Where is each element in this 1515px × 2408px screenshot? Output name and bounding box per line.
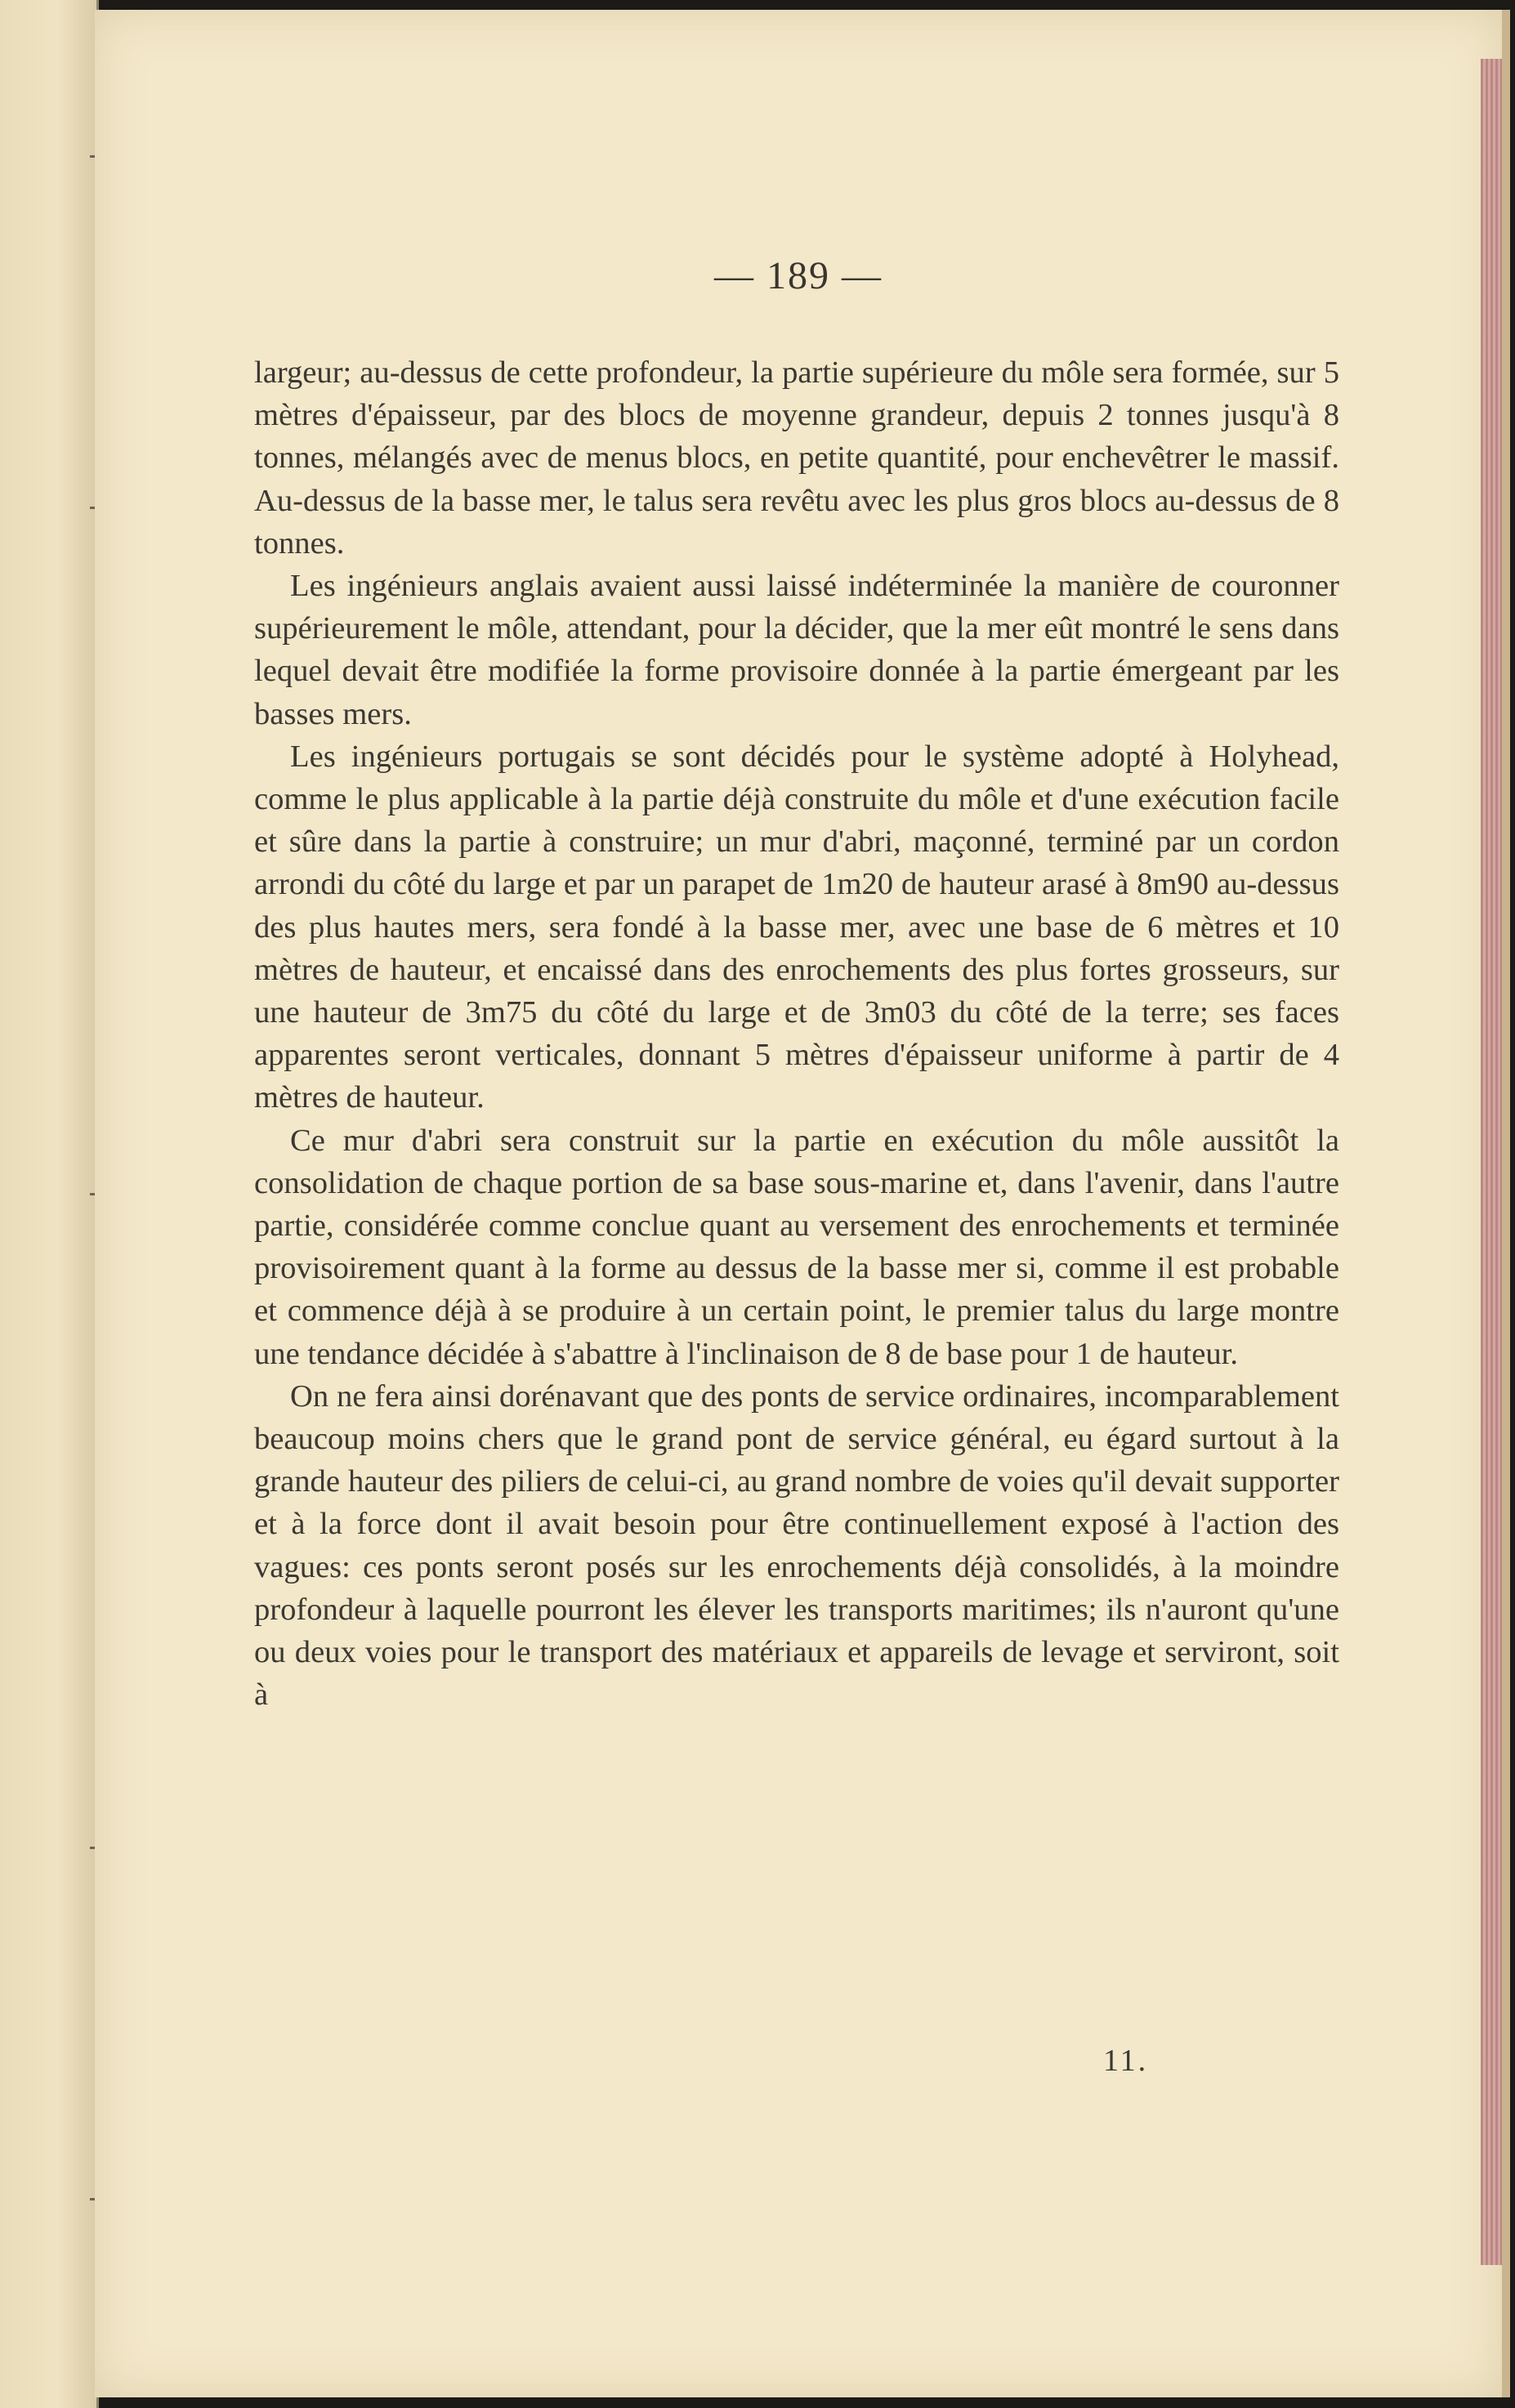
page-fore-edge	[1481, 59, 1502, 2265]
page-number: — 189 —	[714, 254, 883, 297]
paragraph: Les ingénieurs anglais avaient aussi laissé indéterminée la manière de couronner supérieurement le môle, attendant, pour la décider, que la mer eût montré le sens dans lequel devait être modifiée la forme provisoire donnée à la partie émergeant par les basses mers.	[254, 569, 1339, 731]
paragraph: Ce mur d'abri sera construit sur la partie en exécution du môle aussitôt la consolidation de chaque portion de sa base sous-marine et, dans l'avenir, dans l'autre partie, considérée comme conclue quant au versement des enrochements et terminée provisoirement quant à la forme au dessus de la basse mer si, comme il est probable et commence déjà à se produire à un certain point, le premier talus du large montre une tendance décidée à s'abattre à l'inclinaison de 8 de base pour 1 de hauteur.	[254, 1123, 1339, 1371]
paragraph: Les ingénieurs portugais se sont décidés pour le système adopté à Holyhead, comme le plus applicable à la partie déjà construite du môle et d'une exécution facile et sûre dans la partie à construire; un mur d'abri, maçonné, terminé par un cordon arrondi du côté du large et par un parapet de 1m20 de hauteur arasé à 8m90 au-dessus des plus hautes mers, sera fondé à la basse mer, avec une base de 6 mètres et 10 mètres de hauteur, et encaissé dans des enrochements des plus fortes grosseurs, sur une hauteur de 3m75 du côté du large et de 3m03 du côté de la terre; ses faces apparentes seront verticales, donnant 5 mètres d'épaisseur uniforme à partir de 4 mètres de hauteur.	[254, 739, 1339, 1115]
body-text	[254, 351, 1339, 1717]
paragraph: largeur; au-dessus de cette profondeur, la partie supérieure du môle sera formée, sur 5 mètres d'épaisseur, par des blocs de moyenne grandeur, depuis 2 tonnes jusqu'à 8 tonnes, mélangés avec de menus blocs, en petite quantité, pour enchevêtrer le massif. Au-dessus de la basse mer, le talus sera revêtu avec les plus gros blocs au-dessus de 8 tonnes.	[254, 355, 1339, 561]
facing-page-edge	[0, 0, 99, 2408]
paragraph: On ne fera ainsi dorénavant que des ponts de service ordinaires, incomparablement beaucoup moins chers que le grand pont de service général, eu égard surtout à la grande hauteur des piliers de celui-ci, au grand nombre de voies qu'il devait supporter et à la force dont il avait besoin pour être continuellement exposé à l'action des vagues: ces ponts seront posés sur les enrochements déjà consolidés, à la moindre profondeur à laquelle pourront les élever les transports maritimes; ils n'auront qu'une ou deux voies pour le transport des matériaux et appareils de levage et serviront, soit à	[254, 1378, 1339, 1713]
book-page	[95, 10, 1510, 2397]
signature-mark: 11.	[1103, 2044, 1149, 2078]
